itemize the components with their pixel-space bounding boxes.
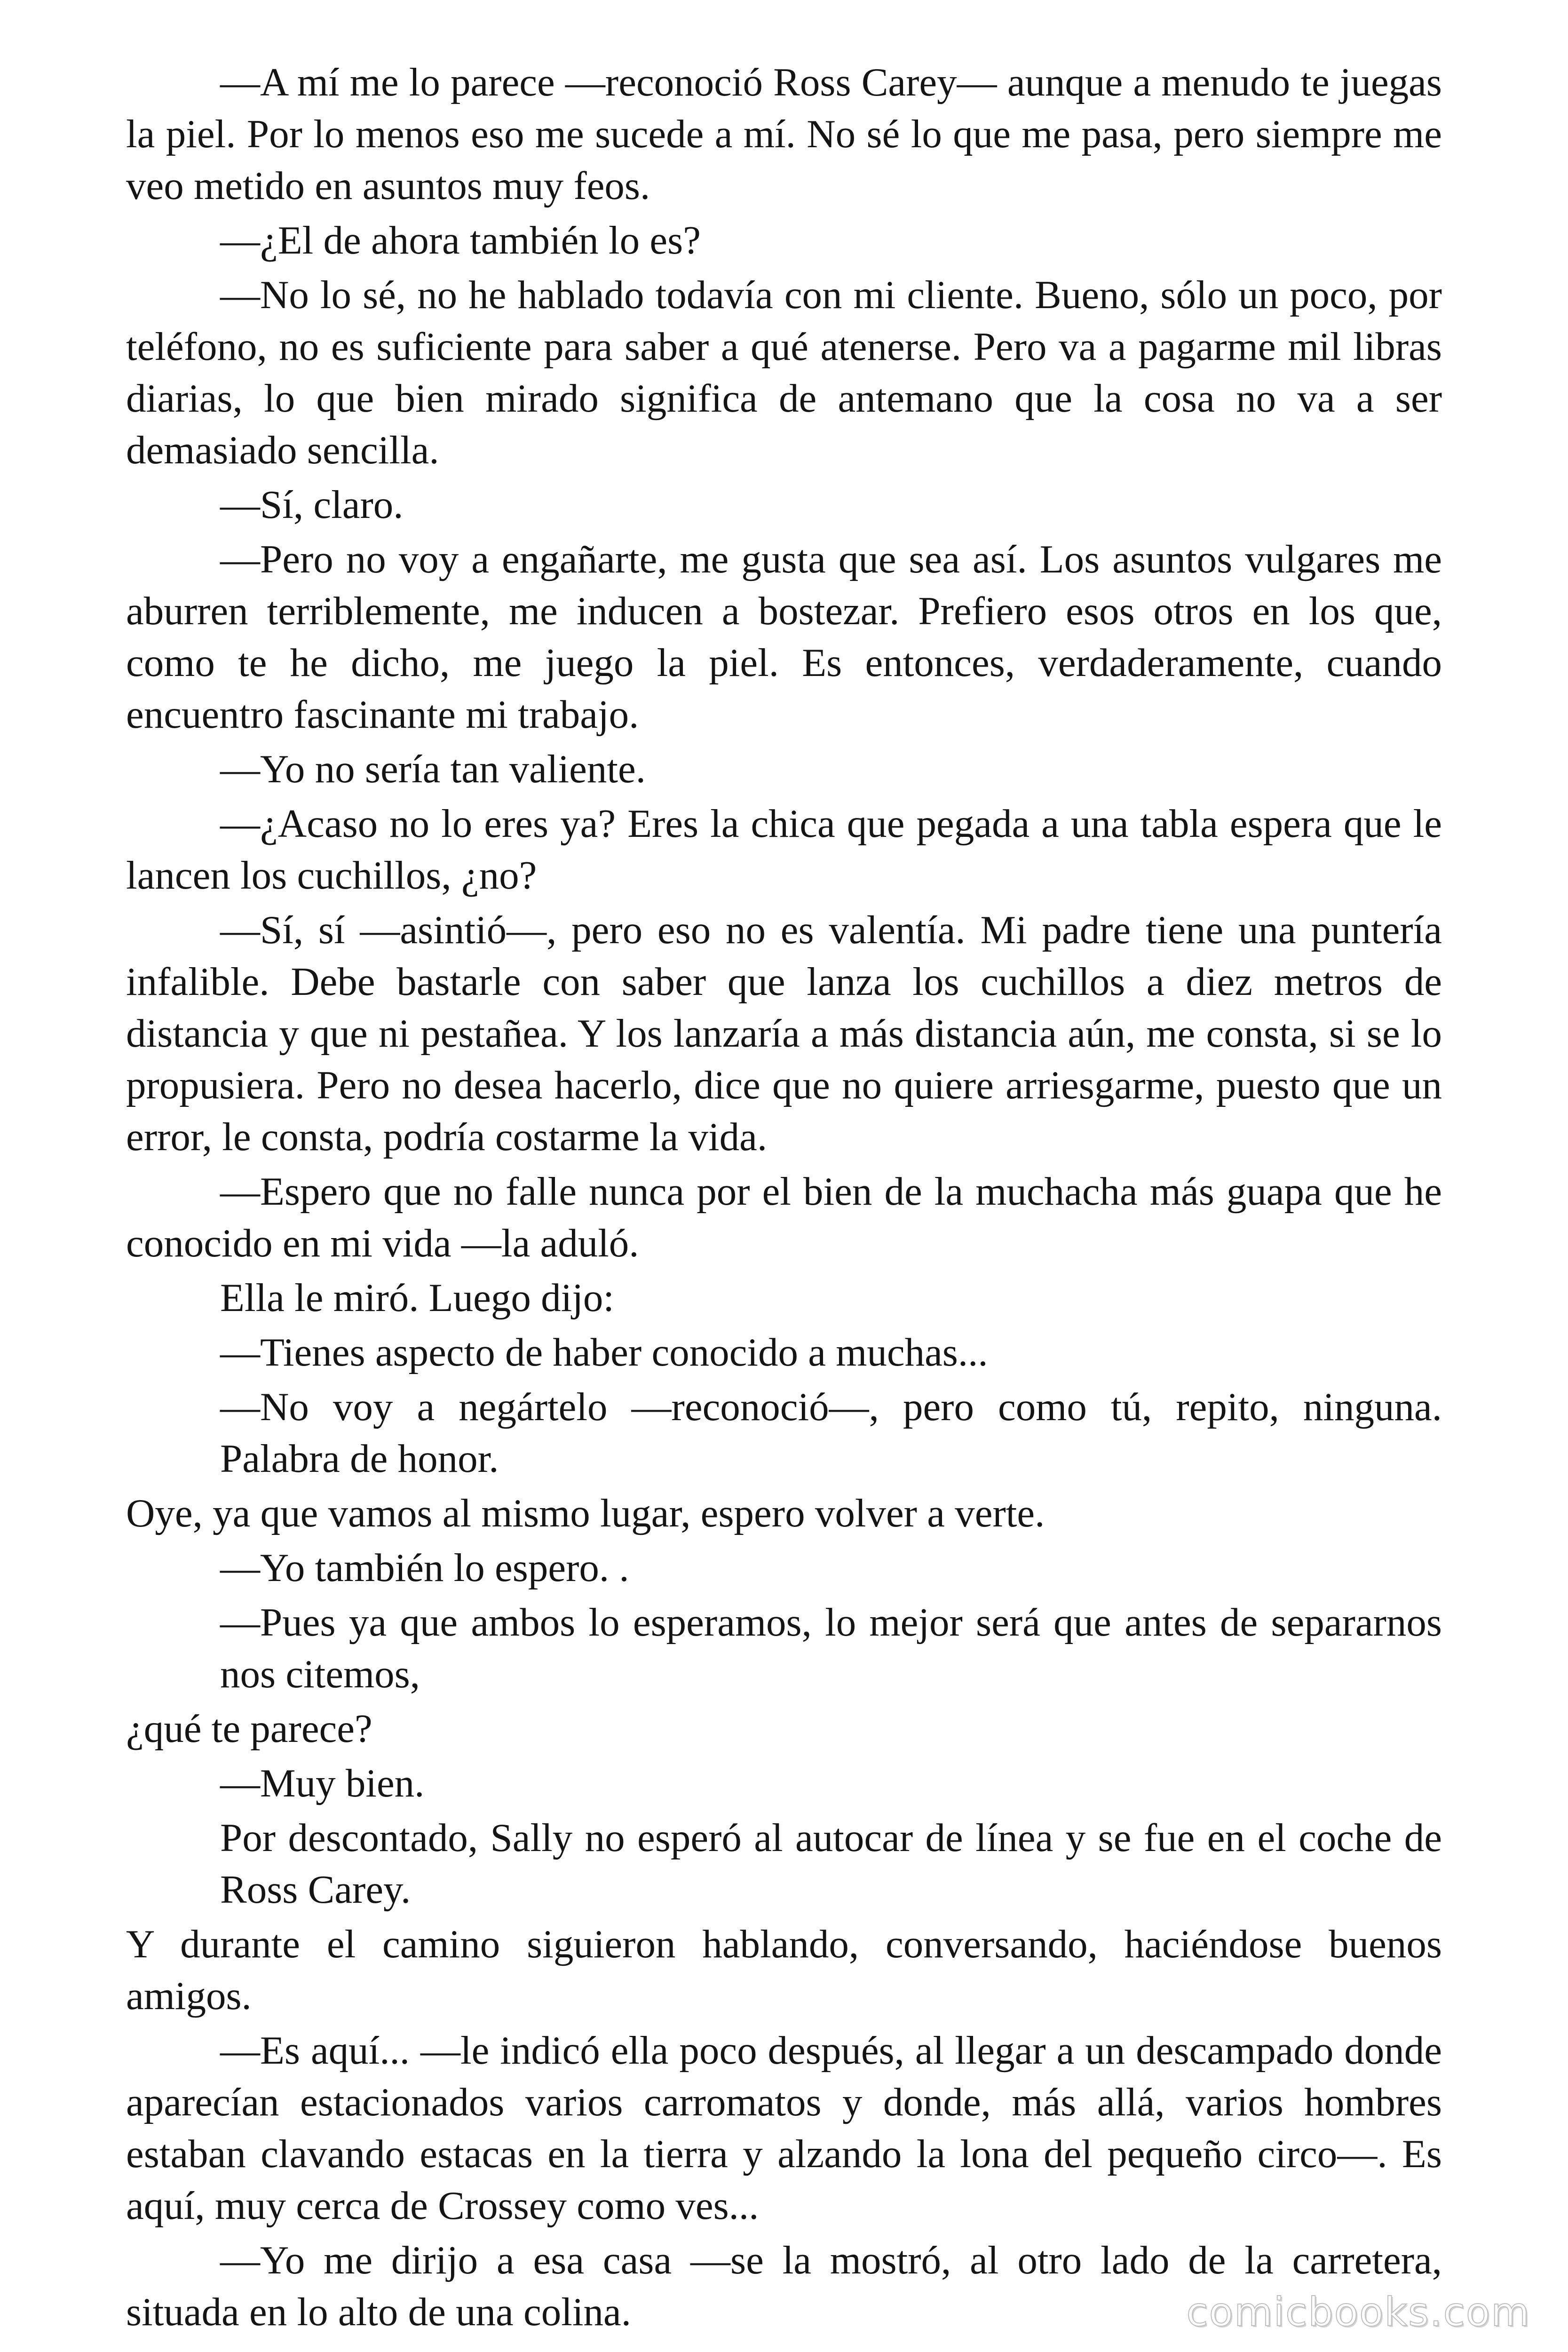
paragraph: Oye, ya que vamos al mismo lugar, espero volver a verte.	[126, 1491, 1045, 1535]
paragraph: ¿qué te parece?	[126, 1707, 372, 1751]
paragraph: —No lo sé, no he hablado todavía con mi cliente. Bueno, sólo un poco, por teléfono, no es suficiente para saber a qué atenerse. Pero va a pagarme mil libras diarias, lo que bien mirado significa de antemano que la cosa no va a ser demasiado sencilla.	[126, 273, 1442, 472]
paragraph: —Muy bien.	[220, 1761, 425, 1805]
paragraph: —Espero que no falle nunca por el bien de la muchacha más guapa que he conocido en mi vida —la aduló.	[126, 1169, 1442, 1265]
paragraph: Y durante el camino siguieron hablando, conversando, haciéndose buenos amigos.	[126, 1922, 1442, 2018]
page-body-text	[126, 56, 1442, 2341]
paragraph: —Yo no sería tan valiente.	[220, 747, 646, 791]
watermark-logo: comicbooks.com	[1186, 2289, 1530, 2335]
paragraph: —Tienes aspecto de haber conocido a muchas...	[220, 1330, 988, 1375]
paragraph: —¿El de ahora también lo es?	[220, 218, 701, 262]
paragraph: —¿Acaso no lo eres ya? Eres la chica que pegada a una tabla espera que le lancen los cuchillos, ¿no?	[126, 802, 1442, 898]
paragraph: —Yo también lo espero. .	[220, 1546, 629, 1590]
paragraph: —Es aquí... —le indicó ella poco después, al llegar a un descampado donde aparecían estacionados varios carromatos y donde, más allá, varios hombres estaban clavando estacas en la tierra y alzando la lona del pequeño circo—. Es aquí, muy cerca de Crossey como ves...	[126, 2028, 1442, 2228]
paragraph: —Pues ya que ambos lo esperamos, lo mejor será que antes de separarnos nos citemos,	[220, 1600, 1442, 1696]
paragraph: —Pero no voy a engañarte, me gusta que sea así. Los asuntos vulgares me aburren terriblemente, me inducen a bostezar. Prefiero esos otros en los que, como te he dicho, me juego la piel. Es entonces, verdaderamente, cuando encuentro fascinante mi trabajo.	[126, 537, 1442, 737]
paragraph: Por descontado, Sally no esperó al autocar de línea y se fue en el coche de Ross Carey.	[220, 1816, 1442, 1912]
paragraph: —Sí, sí —asintió—, pero eso no es valentía. Mi padre tiene una puntería infalible. Debe bastarle con saber que lanza los cuchillos a diez metros de distancia y que ni pestañea. Y los lanzaría a más distancia aún, me consta, si se lo propusiera. Pero no desea hacerlo, dice que no quiere arriesgarme, puesto que un error, le consta, podría costarme la vida.	[126, 908, 1442, 1159]
paragraph: Ella le miró. Luego dijo:	[220, 1276, 615, 1320]
paragraph: —No voy a negártelo —reconoció—, pero como tú, repito, ninguna. Palabra de honor.	[220, 1385, 1442, 1481]
paragraph: —Yo me dirijo a esa casa —se la mostró, al otro lado de la carretera, situada en lo alto de una colina.	[126, 2238, 1442, 2334]
paragraph: —A mí me lo parece —reconoció Ross Carey— aunque a menudo te juegas la piel. Por lo menos eso me sucede a mí. No sé lo que me pasa, pero siempre me veo metido en asuntos muy feos.	[126, 60, 1442, 208]
paragraph: —Sí, claro.	[220, 483, 404, 527]
